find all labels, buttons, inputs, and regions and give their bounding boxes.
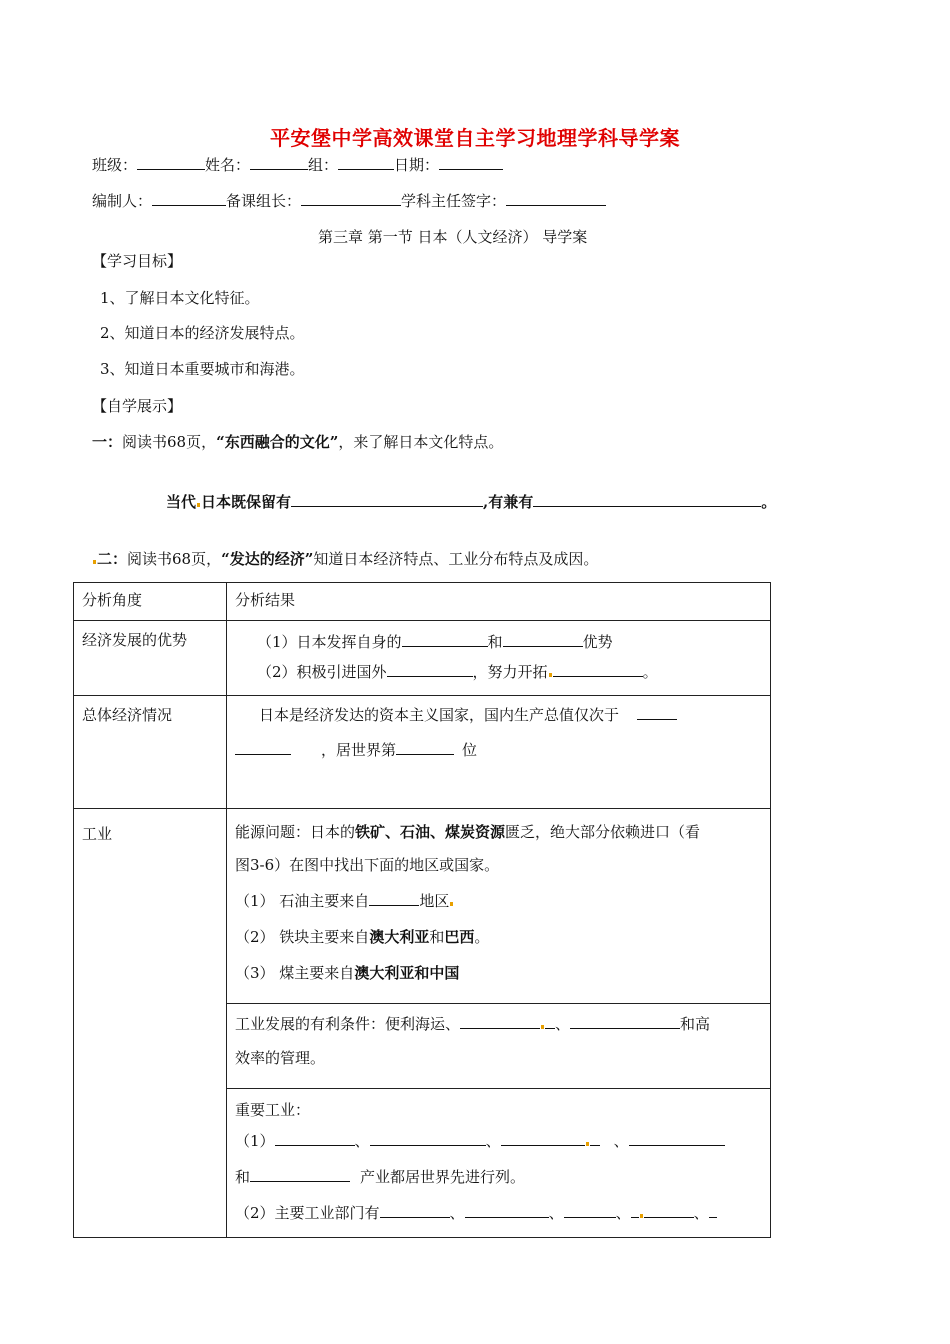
sector-blank-1[interactable] (380, 1203, 450, 1218)
overall-content (227, 696, 771, 809)
question-2-highlight: “发达的经济” (221, 550, 314, 568)
advantages-text: 和 (487, 633, 503, 651)
important-text: （1） (235, 1132, 275, 1150)
coal-line (235, 955, 762, 991)
marker-dot (640, 1214, 643, 1218)
industry-label: 工业 (74, 809, 227, 1238)
date-label: 日期： (394, 156, 440, 174)
important-text: 、 (354, 1132, 370, 1150)
class-label: 班级： (92, 156, 138, 174)
table-header-row (74, 583, 771, 621)
date-field[interactable] (439, 155, 503, 170)
question-1-highlight: “东西融合的文化” (216, 433, 339, 451)
conditions-line-1 (235, 1010, 762, 1038)
editor-field[interactable] (152, 191, 226, 206)
energy-line-2: 图3-6）在图中找出下面的地区或国家。 (235, 856, 500, 874)
question-2 (92, 548, 598, 569)
conditions-line-2: 效率的管理。 (235, 1049, 326, 1067)
iron-text: 。 (474, 928, 490, 946)
objective-item: 3、知道日本重要城市和海港。 (100, 360, 305, 378)
culture-fill-text: ,有兼有 (483, 493, 534, 511)
energy-resources: 铁矿、石油、煤炭资源 (355, 823, 506, 841)
group-label: 组： (308, 156, 339, 174)
energy-text: 匮乏，绝大部分依赖进口（看 (505, 823, 701, 841)
marker-dot (549, 673, 552, 677)
sector-blank-4-end[interactable] (644, 1203, 694, 1218)
conditions-text: 工业发展的有利条件：便利海运、 (235, 1015, 461, 1033)
question-1-text-end: ，来了解日本文化特点。 (338, 433, 504, 451)
advantages-text: （1）日本发挥自身的 (257, 633, 402, 651)
director-label: 学科主任签字： (401, 192, 507, 210)
objective-item: 1、了解日本文化特征。 (100, 289, 260, 307)
advantages-blank-4[interactable] (553, 662, 643, 677)
energy-line-1 (235, 817, 762, 847)
advantages-label: 经济发展的优势 (74, 621, 227, 696)
overall-text: 位 (462, 741, 478, 759)
iron-source-1: 澳大利亚 (369, 928, 430, 946)
important-blank-2[interactable] (370, 1131, 486, 1146)
overall-label: 总体经济情况 (74, 696, 227, 809)
important-text: 、 (693, 1204, 709, 1222)
page-title: 平安堡中学高效课堂自主学习地理学科导学案 (270, 126, 680, 150)
iron-source-2: 巴西 (444, 928, 475, 946)
objective-item: 2、知道日本的经济发展特点。 (100, 324, 305, 342)
important-content (227, 1089, 771, 1238)
analysis-table (73, 582, 771, 1238)
table-row-advantages (74, 621, 771, 696)
important-blank-3-end[interactable] (590, 1131, 600, 1146)
energy-text: 能源问题：日本的 (235, 823, 356, 841)
important-line-1 (235, 1123, 762, 1159)
conditions-text: 、 (555, 1015, 571, 1033)
culture-fill-text: 当代 (166, 493, 197, 511)
overall-blank-1[interactable] (637, 705, 677, 720)
leader-label: 备课组长： (226, 192, 302, 210)
important-text: 、 (449, 1204, 465, 1222)
question-1-text: 阅读书68页， (122, 433, 217, 451)
iron-text: 和 (429, 928, 445, 946)
self-study-heading: 【自学展示】 (92, 397, 183, 415)
leader-field[interactable] (301, 191, 401, 206)
class-field[interactable] (137, 155, 205, 170)
question-1-prefix: 一： (92, 433, 123, 451)
question-2-text: 阅读书68页， (127, 550, 222, 568)
important-text: 、 (485, 1132, 501, 1150)
advantages-text: 优势 (582, 633, 613, 651)
header-cell-result: 分析结果 (227, 583, 771, 621)
iron-line (235, 919, 762, 955)
marker-dot (450, 902, 453, 906)
important-heading: 重要工业： (235, 1101, 311, 1119)
question-1 (92, 431, 503, 452)
overall-line-1 (235, 702, 762, 728)
advantages-line-1 (257, 629, 762, 655)
header-row-2 (92, 190, 606, 211)
oil-line (235, 883, 762, 919)
table-row-industry-energy (74, 809, 771, 1004)
overall-line-2 (235, 728, 762, 772)
important-text: 、 (615, 1204, 631, 1222)
advantages-text: 。 (642, 663, 658, 681)
sector-blank-3[interactable] (564, 1203, 616, 1218)
question-2-prefix: 二： (97, 550, 128, 568)
coal-text: （3） 煤主要来自 (235, 964, 355, 982)
energy-content (227, 809, 771, 1004)
overall-text: 日本是经济发达的资本主义国家，国内生产总值仅次于 (259, 706, 620, 724)
conditions-content (227, 1004, 771, 1089)
culture-fill-text: 。 (761, 493, 777, 511)
name-label: 姓名： (205, 156, 251, 174)
advantages-blank-3[interactable] (387, 662, 473, 677)
important-line-3 (235, 1195, 762, 1231)
important-blank-3[interactable] (501, 1131, 585, 1146)
important-text: 、 (548, 1204, 564, 1222)
marker-dot (541, 1025, 544, 1029)
important-text: （2）主要工业部门有 (235, 1204, 380, 1222)
chapter-subtitle: 第三章 第一节 日本（人文经济） 导学案 (318, 228, 588, 246)
important-text: 产业都居世界先进行列。 (360, 1168, 526, 1186)
important-line-2 (235, 1159, 762, 1195)
advantages-blank-2[interactable] (503, 632, 583, 647)
question-2-text-end: 知道日本经济特点、工业分布特点及成因。 (313, 550, 599, 568)
advantages-text: ，努力开拓 (472, 663, 548, 681)
important-blank-4[interactable] (629, 1131, 725, 1146)
advantages-blank-1[interactable] (402, 632, 488, 647)
coal-source: 澳大利亚和中国 (354, 964, 460, 982)
culture-blank-1[interactable] (291, 492, 483, 507)
oil-blank[interactable] (369, 891, 419, 906)
marker-dot (93, 560, 96, 564)
important-text: 和 (235, 1168, 251, 1186)
oil-text: （1） 石油主要来自 (235, 892, 370, 910)
iron-text: （2） 铁块主要来自 (235, 928, 370, 946)
important-blank-5[interactable] (250, 1167, 350, 1182)
group-field[interactable] (338, 155, 394, 170)
overall-blank-1-cont[interactable] (235, 740, 291, 755)
conditions-text: 和高 (680, 1015, 711, 1033)
table-row-overall (74, 696, 771, 809)
advantages-line-2 (257, 655, 762, 689)
sector-blank-4[interactable] (631, 1203, 639, 1218)
director-signature-field[interactable] (506, 191, 606, 206)
conditions-blank-2[interactable] (570, 1014, 680, 1029)
advantages-content (227, 621, 771, 696)
marker-dot (197, 503, 200, 507)
editor-label: 编制人： (92, 192, 153, 210)
important-blank-1[interactable] (275, 1131, 355, 1146)
important-text: 、 (613, 1132, 629, 1150)
header-cell-angle: 分析角度 (74, 583, 227, 621)
sector-blank-5[interactable] (709, 1203, 717, 1218)
name-field[interactable] (250, 155, 308, 170)
marker-dot (586, 1142, 589, 1146)
header-row-1 (92, 154, 503, 175)
culture-fill-text: 日本既保留有 (201, 493, 292, 511)
sector-blank-2[interactable] (465, 1203, 549, 1218)
conditions-blank-1-end[interactable] (545, 1014, 555, 1029)
objectives-heading: 【学习目标】 (92, 252, 183, 270)
overall-text: ，居世界第 (321, 741, 397, 759)
culture-fill-line (166, 491, 776, 512)
culture-blank-2[interactable] (533, 492, 761, 507)
advantages-text: （2）积极引进国外 (257, 663, 387, 681)
oil-text: 地区 (419, 892, 450, 910)
overall-blank-2[interactable] (396, 740, 454, 755)
conditions-blank-1[interactable] (460, 1014, 540, 1029)
